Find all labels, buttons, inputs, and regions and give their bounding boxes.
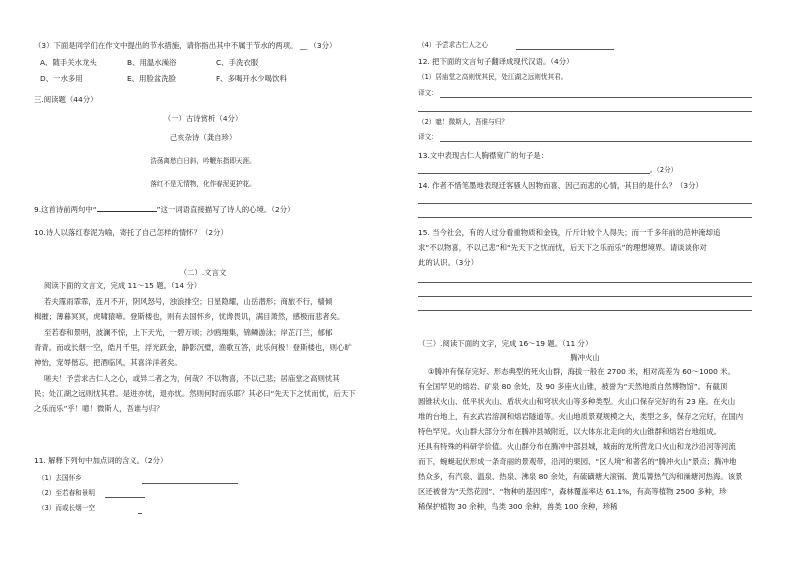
article-line: 特色罕见。火山群大部分分布在腾冲县城附近，以大体东北走向的火山锥群和熔岩台地组成。 — [418, 427, 722, 436]
poem-title: 己亥杂诗（龚自珍） — [169, 133, 237, 142]
option-c: C、手洗衣服 — [216, 58, 259, 67]
article-line: 有全国罕见的熔岩、矿泉 80 余处，及 90 多座火山锥，被誉为“天然地质自然博物馆”。有截顶 — [418, 382, 728, 391]
answer-line[interactable] — [418, 310, 752, 311]
question-11-item-2 — [38, 489, 95, 498]
passage-p1-line-1: 若夫霪雨霏霏，连月不开，阴风怒号，浊浪排空；日星隐耀，山岳潜形；商旅不行，樯倾 — [44, 297, 333, 306]
question-10: 10.诗人以落红春泥为喻，寄托了自己怎样的情怀？（2分） — [34, 228, 228, 237]
passage-p1-line-2: 楫摧；薄暮冥冥，虎啸猿啼。登斯楼也，则有去国怀乡，忧谗畏讥，满目萧然，感极而悲者矣。 — [34, 312, 345, 321]
option-b: B、用温水澡浴 — [127, 58, 177, 67]
question-3-line — [34, 41, 336, 50]
option-d: D、一水多用 — [40, 74, 83, 83]
question-15-line-1: 15. 当今社会，有的人过分看重物质和金钱，斤斤计较个人得失；而一千多年前的范仲淹却追 — [418, 228, 721, 237]
question-11: 11. 解释下列句中加点词的含义。（2分） — [34, 456, 168, 465]
passage-p2-line-2: 青青。而或长烟一空，皓月千里，浮光跃金，静影沉璧，渔歌互答，此乐何极！登斯楼也，则心旷 — [34, 343, 352, 352]
article-line: 堆的台地上，有玄武岩溶洞和熔岩隧道等。火山地质景观规模之大，类型之多，保存之完好，在国内 — [418, 412, 744, 421]
article-line: 热众多，有汽泉、温泉、热泉、沸泉 80 余处，有硫磺塘大滚锅、黄瓜箐热气沟和澡塘河热海。该景 — [418, 472, 743, 481]
poem-line-1: 浩荡离愁白日斜，吟鞭东指即天涯。 — [150, 157, 256, 165]
answer-line[interactable] — [138, 513, 142, 514]
question-12: 12. 把下面的文言句子翻译成现代汉语。（4分） — [418, 57, 574, 66]
question-12-item-1: （1）居庙堂之高则忧其民，处江湖之远则忧其君。 — [418, 73, 568, 81]
question-14: 14. 作者不惜笔墨地表现迁客骚人因物而喜、因己而悲的心情，其目的是什么？（3分） — [418, 181, 703, 190]
subsection-2-heading: （二）.文言文 — [179, 268, 227, 277]
question-3-blank[interactable]: __ — [299, 41, 308, 50]
article-line: 稀保护植物 30 余种，鸟类 300 余种，兽类 100 余种，珍稀 — [418, 502, 618, 511]
article-line: 区还被誉为“天然花园”、“物种的基因库”，森林覆盖率达 61.1%，有高等植物 2500 多种，珍 — [418, 487, 727, 496]
answer-line[interactable] — [440, 97, 752, 98]
question-9-text-b: ”这一词语直接描写了诗人的心境。（2分） — [156, 205, 295, 214]
question-11-item-4: （4）予尝求古仁人之心 — [418, 41, 489, 49]
poem-line-2: 落红不是无情物，化作春泥更护花。 — [150, 180, 256, 188]
question-11-item-3 — [38, 504, 95, 513]
subsection-3-heading: （三）.阅读下面的文字，完成 16～19 题。（11 分） — [418, 339, 593, 348]
option-e: E、用脸盆洗脸 — [127, 74, 177, 83]
answer-line[interactable] — [516, 49, 614, 50]
question-11-item-1 — [38, 474, 82, 483]
question-11-item-3-text: （3）而或长烟一空 — [38, 504, 95, 512]
answer-line[interactable] — [418, 217, 752, 218]
translation-label-1: 译文： — [418, 89, 438, 97]
subsection-1-heading: （一）古诗赏析（4分） — [163, 114, 243, 123]
answer-line[interactable] — [142, 483, 238, 484]
question-9-text-a: 9.这首诗前两句中“ — [34, 205, 97, 214]
question-3-text: （3）下面是同学们在作文中提出的节水措施，请你指出其中不属于节水的两项。 — [34, 41, 298, 50]
question-9 — [34, 204, 295, 214]
answer-line[interactable] — [418, 111, 752, 112]
answer-line[interactable] — [418, 173, 650, 174]
option-a: A、随手关水龙头 — [40, 58, 97, 67]
answer-line[interactable] — [418, 296, 752, 297]
question-15-line-2: 求“不以物喜，不以己悲”和“先天下之忧而忧，后天下之乐而乐”的理想境界。请谈谈你对 — [418, 243, 707, 252]
article-line: 还具有特殊的科研学价值。火山群分布在腾冲中部县城，城南的龙所营龙口火山和龙沙沿河等河流 — [418, 442, 736, 451]
passage-intro: 阅读下面的文言文，完成 11～15 题。（14 分） — [44, 281, 202, 290]
passage-p3-line-3: 之乐而乐”乎！噫！微斯人，吾谁与归？ — [34, 404, 164, 413]
article-line: ①腾冲有保存完好、形态典型的死火山群，海拔一般在 2700 米，相对高差为 60～1000 米。 — [428, 367, 735, 376]
question-9-blank[interactable] — [97, 204, 157, 212]
question-13: 13.文中表现古仁人胸襟宽广的句子是： — [418, 151, 549, 160]
article-title: 腾冲火山 — [570, 353, 600, 362]
question-15-line-3: 此的认识。（3分） — [418, 258, 479, 267]
answer-line[interactable] — [105, 497, 145, 498]
answer-line[interactable] — [440, 141, 752, 142]
answer-line[interactable] — [418, 203, 752, 204]
passage-p3-line-2: 民；处江湖之远则忧其君。是进亦忧，退亦忧。然则何时而乐耶？其必曰“先天下之忧而忧，后天下 — [34, 389, 356, 398]
question-13-score: 。（2分） — [650, 166, 678, 174]
question-3-score: （3分） — [309, 41, 337, 50]
section-3-heading: 三.阅读题（44分） — [34, 95, 98, 104]
passage-p2-line-3: 神怡，宠辱偕忘，把酒临风，其喜洋洋者矣。 — [34, 358, 182, 367]
article-line: 圆锥状火山、低平状火山、盾状火山和穹状火山等多种类型。火山口保存完好的有 23 座。在火山 — [418, 397, 736, 406]
answer-line[interactable] — [418, 282, 752, 283]
passage-p3-line-1: 嗟夫！予尝求古仁人之心，或异二者之为，何哉？不以物喜，不以己悲；居庙堂之高则忧其 — [44, 374, 340, 383]
option-f: F、多喝开水少喝饮料 — [216, 74, 287, 83]
passage-p2-line-1: 至若春和景明，波澜不惊，上下天光，一碧万顷；沙鸥翔集，锦鳞游泳；岸芷汀兰，郁郁 — [44, 328, 333, 337]
article-line: 而下，蜿蜒起伏形成一条奇丽的景观带，沿河的果园、“区人境”和著名的“腾冲火山”景点；腾冲地 — [418, 457, 737, 466]
question-11-item-1-text: （1）去国怀乡 — [38, 474, 82, 482]
question-12-item-2: （2）噫！微斯人，吾谁与归？ — [418, 118, 508, 126]
translation-label-2: 译文： — [418, 133, 438, 141]
question-11-item-2-text: （2）至若春和景明 — [38, 489, 95, 497]
